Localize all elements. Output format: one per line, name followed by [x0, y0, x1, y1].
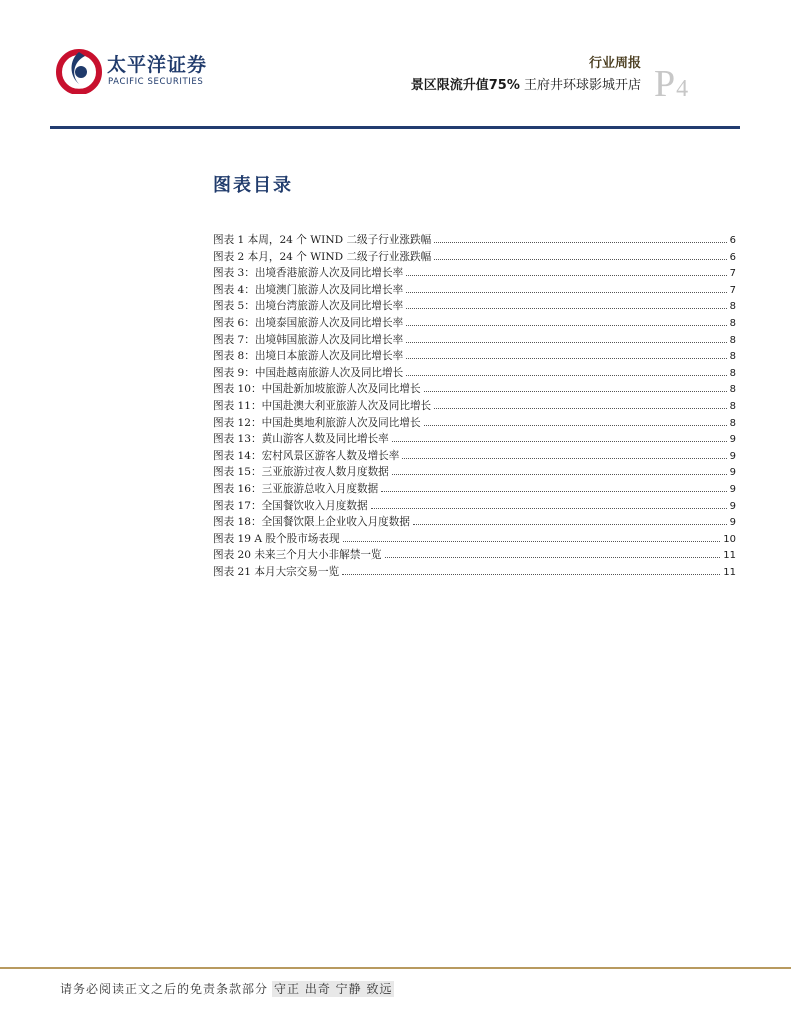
toc-item[interactable]: [213, 398, 736, 415]
toc-item-label: 图表 12：中国赴奥地利旅游人次及同比增长: [213, 416, 421, 429]
toc-leader-dots: [434, 259, 726, 260]
toc-leader-dots: [413, 524, 727, 525]
toc-leader-dots: [343, 541, 721, 542]
toc-item[interactable]: [213, 332, 736, 349]
toc-item[interactable]: [213, 348, 736, 365]
toc-item-label: 图表 16：三亚旅游总收入月度数据: [213, 482, 379, 495]
toc-item-page: 11: [723, 550, 736, 562]
page-letter: P: [654, 63, 676, 105]
toc-item-label: 图表 14：宏村风景区游客人数及增长率: [213, 449, 400, 462]
company-logo: [55, 46, 215, 94]
toc-item[interactable]: [213, 365, 736, 382]
toc-leader-dots: [371, 508, 727, 509]
toc-item-label: 图表 3：出境香港旅游人次及同比增长率: [213, 267, 404, 280]
toc-heading: 图表目录: [213, 175, 293, 196]
logo-chinese-name: 太平洋证券: [107, 54, 208, 76]
toc-item-page: 9: [729, 500, 736, 512]
toc-leader-dots: [424, 425, 727, 426]
toc-leader-dots: [406, 275, 726, 276]
toc-item-label: 图表 9：中国赴越南旅游人次及同比增长: [213, 366, 404, 379]
toc-leader-dots: [406, 325, 726, 326]
toc-item[interactable]: [213, 514, 736, 531]
page-number-mark: [654, 62, 688, 106]
toc-leader-dots: [406, 292, 726, 293]
toc-item-page: 8: [729, 417, 736, 429]
toc-item-page: 9: [729, 483, 736, 495]
toc-item[interactable]: [213, 415, 736, 432]
toc-item[interactable]: [213, 481, 736, 498]
toc-leader-dots: [434, 408, 726, 409]
toc-leader-dots: [385, 557, 721, 558]
toc-list: [213, 232, 736, 580]
toc-item[interactable]: [213, 531, 736, 548]
toc-item-label: 图表 17：全国餐饮收入月度数据: [213, 499, 368, 512]
footer-divider: [0, 967, 791, 969]
toc-item-page: 7: [729, 268, 736, 280]
toc-item-page: 9: [729, 450, 736, 462]
toc-leader-dots: [392, 474, 727, 475]
toc-item[interactable]: [213, 431, 736, 448]
toc-item[interactable]: [213, 464, 736, 481]
toc-item-page: 6: [729, 251, 736, 263]
toc-item-page: 8: [729, 317, 736, 329]
toc-item[interactable]: [213, 315, 736, 332]
report-title-rest: 王府井环球影城开店: [519, 78, 641, 93]
toc-item-page: 8: [729, 351, 736, 363]
toc-item-page: 9: [729, 467, 736, 479]
toc-item-label: 图表 5：出境台湾旅游人次及同比增长率: [213, 300, 404, 313]
report-title-bold: 景区限流升值75%: [410, 78, 520, 93]
toc-item-page: 9: [729, 517, 736, 529]
toc-leader-dots: [434, 242, 726, 243]
toc-item-label: 图表 1 本周，24 个 WIND 二级子行业涨跌幅: [213, 234, 432, 246]
toc-leader-dots: [381, 491, 726, 492]
header-divider: [50, 126, 740, 129]
toc-item-label: 图表 20 未来三个月大小非解禁一览: [213, 549, 382, 562]
toc-item-label: 图表 8：出境日本旅游人次及同比增长率: [213, 350, 404, 363]
toc-item-label: 图表 13：黄山游客人数及同比增长率: [213, 433, 389, 446]
toc-leader-dots: [402, 458, 726, 459]
toc-item-page: 8: [729, 384, 736, 396]
toc-leader-dots: [406, 342, 726, 343]
toc-item-label: 图表 2 本月，24 个 WIND 二级子行业涨跌幅: [213, 250, 432, 263]
toc-item-page: 8: [729, 400, 736, 412]
toc-leader-dots: [406, 308, 726, 309]
toc-item-label: 图表 21 本月大宗交易一览: [213, 565, 340, 578]
toc-leader-dots: [424, 391, 727, 392]
toc-item-page: 11: [723, 566, 736, 578]
toc-item-page: 6: [729, 235, 736, 246]
toc-leader-dots: [406, 358, 726, 359]
report-title: [411, 74, 641, 93]
toc-item-page: 8: [729, 367, 736, 379]
toc-item-page: 8: [729, 334, 736, 346]
toc-item-label: 图表 10：中国赴新加坡旅游人次及同比增长: [213, 383, 421, 396]
pacific-securities-logo-icon: [55, 46, 103, 94]
toc-item[interactable]: [213, 498, 736, 515]
toc-item-label: 图表 19 A 股个股市场表现: [213, 532, 340, 545]
toc-item[interactable]: [213, 249, 736, 266]
toc-item-label: 图表 4：出境澳门旅游人次及同比增长率: [213, 283, 404, 296]
toc-item[interactable]: [213, 381, 736, 398]
footer: [60, 980, 394, 997]
toc-item-label: 图表 7：出境韩国旅游人次及同比增长率: [213, 333, 404, 346]
toc-leader-dots: [392, 441, 727, 442]
toc-item[interactable]: [213, 547, 736, 564]
toc-item[interactable]: [213, 564, 736, 581]
toc-item-page: 8: [729, 301, 736, 313]
toc-item-page: 10: [723, 533, 736, 545]
toc-item-label: 图表 6：出境泰国旅游人次及同比增长率: [213, 316, 404, 329]
toc-item[interactable]: [213, 232, 736, 249]
page-number: 4: [676, 76, 689, 102]
toc-item[interactable]: [213, 448, 736, 465]
toc-item-label: 图表 11：中国赴澳大利亚旅游人次及同比增长: [213, 399, 432, 412]
toc-item-page: 9: [729, 434, 736, 446]
footer-slogan: 守正 出奇 宁静 致远: [274, 982, 393, 996]
footer-disclaimer: 请务必阅读正文之后的免责条款部分: [60, 982, 269, 996]
report-category: 行业周报: [588, 56, 641, 71]
toc-leader-dots: [406, 375, 726, 376]
logo-english-name: PACIFIC SECURITIES: [108, 77, 204, 87]
toc-item-label: 图表 15：三亚旅游过夜人数月度数据: [213, 466, 389, 479]
toc-item-label: 图表 18：全国餐饮限上企业收入月度数据: [213, 516, 410, 529]
toc-item[interactable]: [213, 282, 736, 299]
toc-item[interactable]: [213, 265, 736, 282]
toc-item[interactable]: [213, 298, 736, 315]
toc-item-page: 7: [729, 284, 736, 296]
toc-leader-dots: [342, 574, 720, 575]
